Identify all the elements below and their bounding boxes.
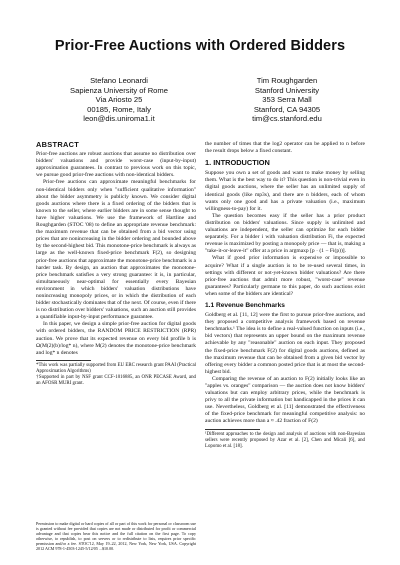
footnote-rule xyxy=(36,360,91,361)
intro-paragraph: What if good prior information is expensive or impossible to acquire? What if a single auction is to be re-used several times, in settings with different or not-yet-known bidder valuations? Are there prior-free auctions that admit more robust, "worst-case" revenue guarantees? Particularly germane to this paper, do such auctions exist when some of the bidders are identical? xyxy=(205,255,365,297)
intro-paragraph: The question becomes easy if the seller has a prior product distribution on bidders' valuations. Since supply is unlimited and valuations are independent, the seller can optimize for each bidder separately. For a bidder i with valuation distribution Fi, the expected revenue is maximized by posting a monopoly price — that is, making a "take-it-or-leave-it" offer at a price in argmaxp [p · (1 − Fi(p))]. xyxy=(205,212,365,255)
author-city: Stanford, CA 94305 xyxy=(253,104,321,114)
author-city: 00185, Rome, Italy xyxy=(87,104,151,114)
abstract-paragraph: Prior-free auctions are robust auctions that assume no distribution over bidders' valuations and provide worst-case (input-by-input) approximation guarantees. In contrast to previous work on this topic, we pursue good prior-free auctions with non-identical bidders. xyxy=(36,151,196,179)
abstract-heading: ABSTRACT xyxy=(36,140,80,149)
author-block-2 xyxy=(212,76,362,124)
abstract-continuation: the number of times that the log2 operator can be applied to n before the result drops below a fixed constant. xyxy=(205,141,365,155)
permission-notice: Permission to make digital or hard copies of all or part of this work for personal or classroom use is granted without fee provided that copies are not made or distributed for profit or commercial advantage and that copies bear this notice and the full citation on the first page. To copy otherwise, to republish, to post on servers or to redistribute to lists, requires prior specific permission and/or a fee. STOC'12, May 19–22, 2012, New York, New York, USA. Copyright 2012 ACM 978-1-4503-1245-5/12/05 ...$10.00. xyxy=(36,521,196,552)
abstract-paragraph: Prior-free auctions can approximate meaningful benchmarks for non-identical bidders only when "sufficient qualitative information" about the bidder asymmetry is publicly known. We consider digital goods auctions where there is a fixed ordering of the bidders that is known to the seller, where earlier bidders are in some sense thought to have higher valuations. We use the framework of Hartline and Roughgarden (STOC '08) to define an appropriate revenue benchmark: the maximum revenue that can be obtained from a bid vector using prices that are nonincreasing in the bidder ordering and bounded above by the second-highest bid. This monotone-price benchmark is always as large as the well-known fixed-price benchmark F(2), so designing prior-free auctions that approximate the monotone-price benchmark is a harder task. By design, an auction that approximates the monotone-price benchmark satisfies a very strong guarantee: it is, in particular, simultaneously near-optimal for essentially every Bayesian environment in which bidders' valuation distributions have nonincreasing monopoly prices, or in which the distribution of each bidder stochastically dominates that of the next. Of course, even if there is no distribution over bidders' valuations, such an auction still provides a quantifiable input-by-input performance guarantee. xyxy=(36,179,196,321)
author-email[interactable]: tim@cs.stanford.edu xyxy=(252,114,322,124)
author-affiliation: Stanford University xyxy=(254,85,320,95)
footnote-rule xyxy=(205,429,260,430)
subsection-paragraph: Goldberg et al. [11, 12] were the first to pursue prior-free auctions, and they proposed a competitive analysis framework based on revenue benchmarks.¹ The idea is to define a real-valued function on inputs (i.e., bid vectors) that represents an upper bound on the maximum revenue achievable by any "reasonable" auction on each input. They proposed the fixed-price benchmark F(2) for digital goods auctions, defined as the maximum revenue that can be obtained from a given bid vector by offering every bidder a common posted price that is at most the second-highest bid. xyxy=(205,312,365,375)
right-column xyxy=(205,141,365,450)
footnote: †Supported in part by NSF grant CCF-1016885, an ONR PECASE Award, and an AFOSR MURI grant. xyxy=(36,375,196,387)
section-heading-introduction: 1. INTRODUCTION xyxy=(205,158,270,168)
left-column xyxy=(36,141,196,388)
intro-paragraph: Suppose you own a set of goods and want to make money by selling them. What is the best way to do it? This question is non-trivial even in digital goods auctions, where the seller has an unlimited supply of identical goods (like mp3s), and there are n bidders, each of whom wants only one good and has a private valuation (i.e., maximum willingness-to-pay) for it. xyxy=(205,170,365,212)
author-affiliation: Sapienza University of Rome xyxy=(70,85,168,95)
subsection-heading-revenue-benchmarks: 1.1 Revenue Benchmarks xyxy=(205,301,285,309)
author-address: Via Ariosto 25 xyxy=(95,95,143,105)
paper-title: Prior-Free Auctions with Ordered Bidders xyxy=(54,38,346,54)
author-block-1 xyxy=(44,76,194,124)
footnote: ¹Different approaches to the design and analysis of auctions with non-Bayesian sellers were recently proposed by Azar et al. [2], Chen and Micali [6], and Lopomo et al. [18]. xyxy=(205,431,365,449)
author-name: Stefano Leonardi xyxy=(90,76,148,85)
abstract-paragraph: In this paper, we design a simple prior-free auction for digital goods with ordered bidders, the RANDOM PRICE RESTRICTION (RPR) auction. We prove that its expected revenue on every bid profile b is Ω(M(2)(b)/log* n), where M(2) denotes the monotone-price benchmark and log* n denotes xyxy=(36,321,196,356)
subsection-paragraph: Comparing the revenue of an auction to F(2) initially looks like an "apples vs. oranges" comparison — the auction does not know bidders' valuations but can employ arbitrary prices, while the benchmark is privy to all the private information but handicapped in the prices it can use. Nevertheless, Goldberg et al. [11] demonstrated the effectiveness of the fixed-price benchmark for meaningful competitive analysis: no auction achieves more than a ≈ .42 fraction of F(2) xyxy=(205,375,365,425)
author-address: 353 Serra Mall xyxy=(262,95,312,105)
footnote: *This work was partially supported from EU ERC research grant PAAI (Practical Approximation Algorithms) xyxy=(36,362,196,375)
author-name: Tim Roughgarden xyxy=(256,76,318,85)
author-email[interactable]: leon@dis.uniroma1.it xyxy=(83,114,155,124)
